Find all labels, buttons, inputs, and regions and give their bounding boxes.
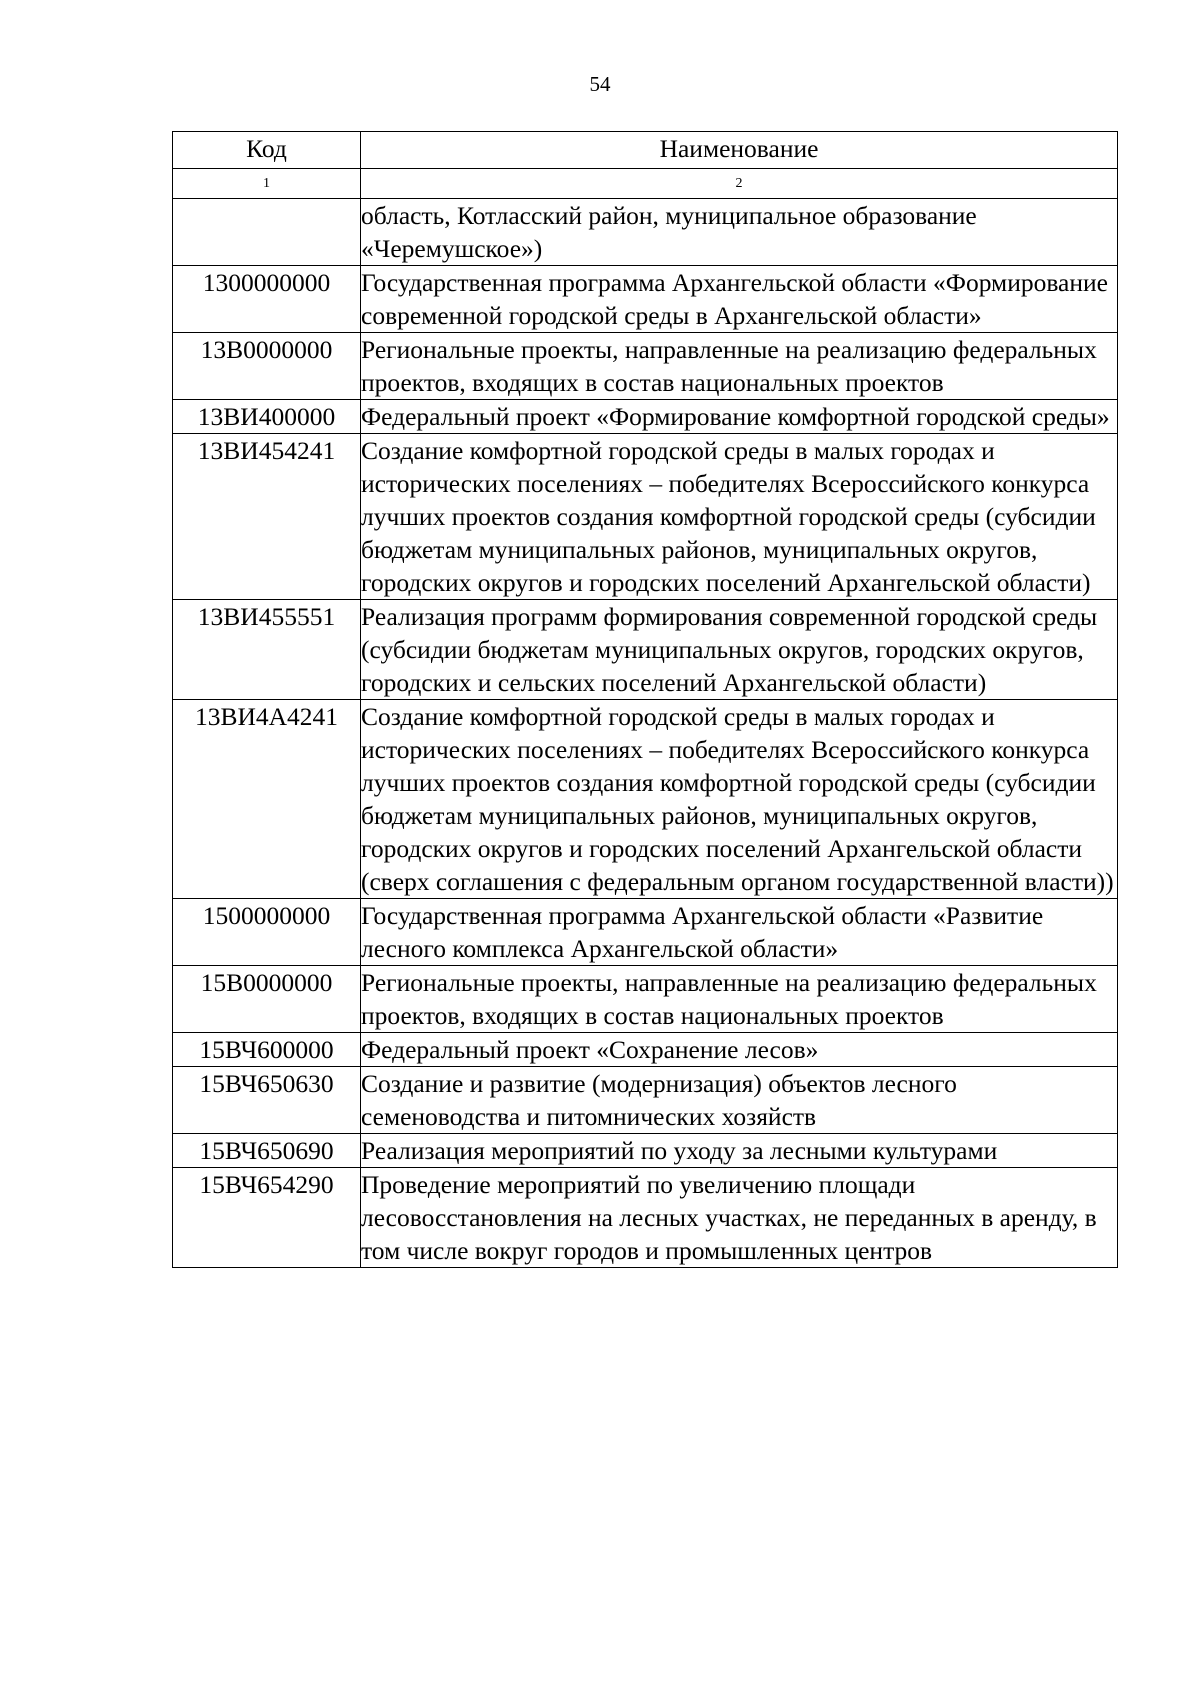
row-name: Проведение мероприятий по увеличению площади лесовосстановления на лесных участках, не переданных в аренду, в том числе вокруг городов и промышленных центров	[361, 1168, 1118, 1268]
column-number-code: 1	[173, 169, 361, 199]
column-number-name: 2	[361, 169, 1118, 199]
table-row	[173, 266, 1118, 333]
row-code: 15ВЧ600000	[173, 1033, 361, 1067]
row-code: 15В0000000	[173, 966, 361, 1033]
row-name: Реализация программ формирования современной городской среды (субсидии бюджетам муниципальных округов, городских округов, городских и сельских поселений Архангельской области)	[361, 600, 1118, 700]
row-name: Государственная программа Архангельской области «Развитие лесного комплекса Архангельской области»	[361, 899, 1118, 966]
table-row	[173, 1067, 1118, 1134]
header-name: Наименование	[361, 132, 1118, 169]
row-code: 1500000000	[173, 899, 361, 966]
row-name: Создание и развитие (модернизация) объектов лесного семеноводства и питомнических хозяйств	[361, 1067, 1118, 1134]
row-code: 13ВИ4А4241	[173, 700, 361, 899]
row-code: 13ВИ454241	[173, 434, 361, 600]
row-code: 15ВЧ650690	[173, 1134, 361, 1168]
table-row	[173, 1134, 1118, 1168]
header-code: Код	[173, 132, 361, 169]
table-row	[173, 966, 1118, 1033]
table-row	[173, 899, 1118, 966]
budget-codes-table	[172, 131, 1118, 1268]
row-code: 13ВИ455551	[173, 600, 361, 700]
row-code: 15ВЧ654290	[173, 1168, 361, 1268]
table-row	[173, 600, 1118, 700]
table-row	[173, 400, 1118, 434]
table-row	[173, 1033, 1118, 1067]
row-name: Государственная программа Архангельской области «Формирование современной городской среды в Архангельской области»	[361, 266, 1118, 333]
row-name: Создание комфортной городской среды в малых городах и исторических поселениях – победителях Всероссийского конкурса лучших проектов создания комфортной городской среды (субсидии бюджетам муниципальных районов, муниципальных округов, городских округов и городских поселений Архангельской области (сверх соглашения с федеральным органом государственной власти))	[361, 700, 1118, 899]
table-row	[173, 700, 1118, 899]
table-row	[173, 1168, 1118, 1268]
table-row	[173, 199, 1118, 266]
table-header-row	[173, 132, 1118, 169]
row-code: 13ВИ400000	[173, 400, 361, 434]
row-code: 13В0000000	[173, 333, 361, 400]
row-code	[173, 199, 361, 266]
row-code: 1300000000	[173, 266, 361, 333]
row-name: Реализация мероприятий по уходу за лесными культурами	[361, 1134, 1118, 1168]
row-name: Федеральный проект «Сохранение лесов»	[361, 1033, 1118, 1067]
row-name: Региональные проекты, направленные на реализацию федеральных проектов, входящих в состав национальных проектов	[361, 966, 1118, 1033]
row-code: 15ВЧ650630	[173, 1067, 361, 1134]
page-number: 54	[589, 72, 611, 96]
row-name: Создание комфортной городской среды в малых городах и исторических поселениях – победителях Всероссийского конкурса лучших проектов создания комфортной городской среды (субсидии бюджетам муниципальных районов, муниципальных округов, городских округов и городских поселений Архангельской области)	[361, 434, 1118, 600]
row-name: область, Котласский район, муниципальное образование «Черемушское»)	[361, 199, 1118, 266]
row-name: Федеральный проект «Формирование комфортной городской среды»	[361, 400, 1118, 434]
table-row	[173, 333, 1118, 400]
row-name: Региональные проекты, направленные на реализацию федеральных проектов, входящих в состав национальных проектов	[361, 333, 1118, 400]
table-row	[173, 434, 1118, 600]
column-number-row	[173, 169, 1118, 199]
